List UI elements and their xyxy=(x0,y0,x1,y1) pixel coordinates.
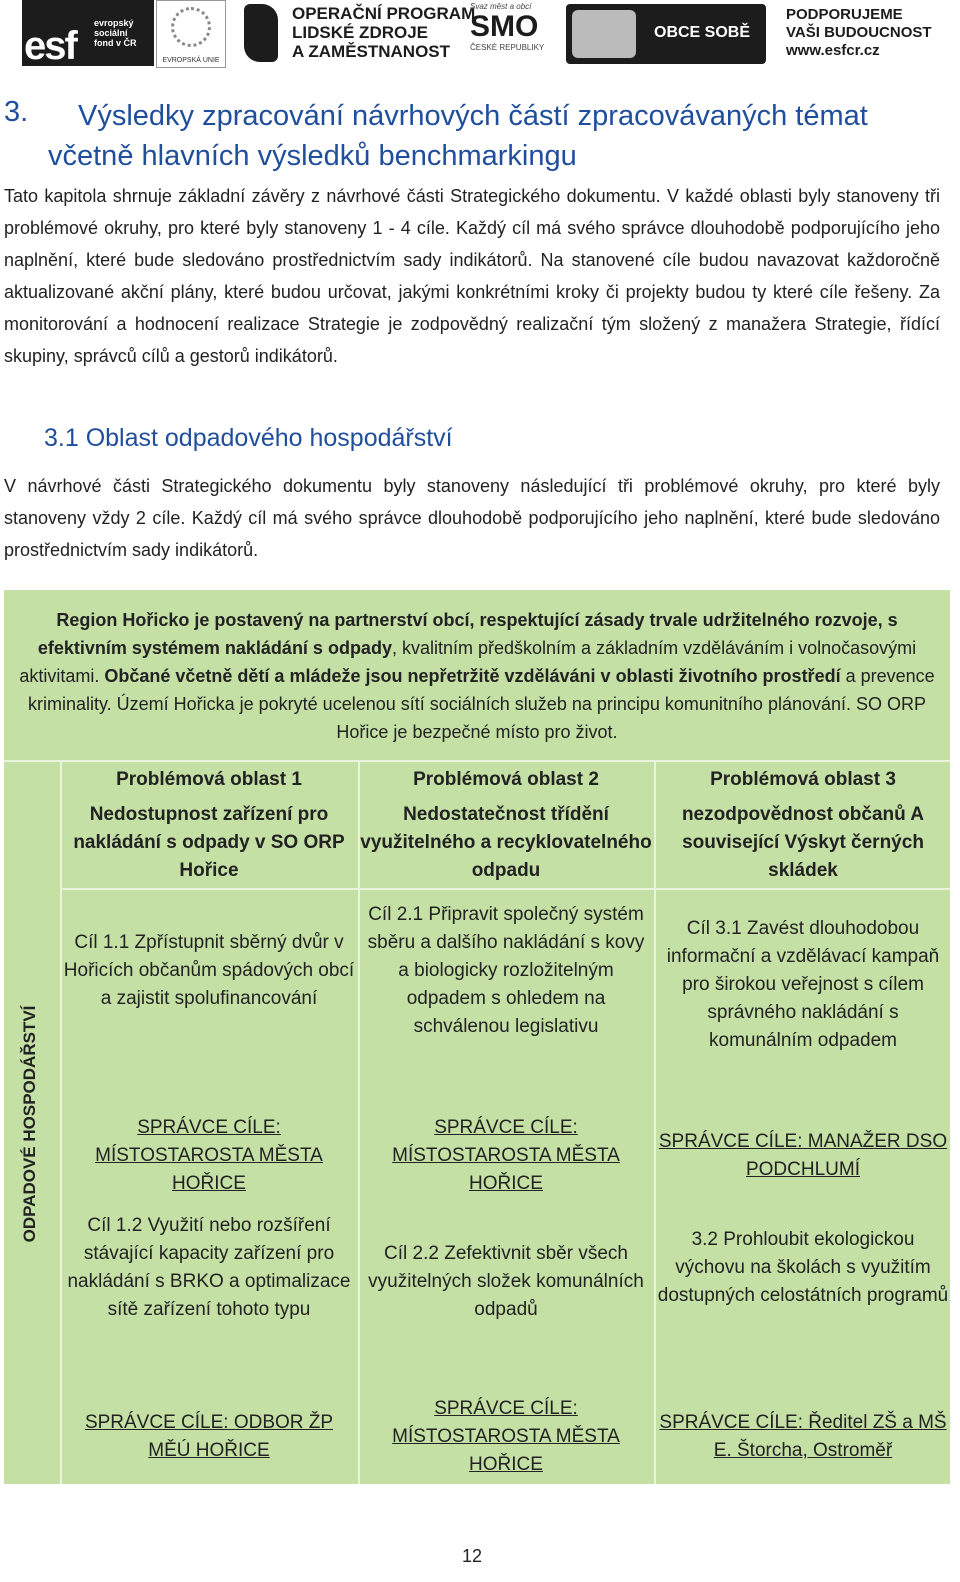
area-1-problem: Nedostupnost zařízení pro nakládání s odpady v SO ORP Hořice xyxy=(73,804,345,881)
page-number: 12 xyxy=(461,1546,483,1566)
goal-3-1: Cíl 3.1 Zavést dlouhodobou informační a vzdělávací kampaň pro širokou veřejnost s cílem správného nakládání s komunálním odpadem xyxy=(666,918,940,1051)
area-2-heading: Problémová oblast 2 xyxy=(413,769,599,790)
section-number: 3. xyxy=(4,96,29,128)
goal-1-2: Cíl 1.2 Využití nebo rozšíření stávající kapacity zařízení pro nakládání s BRKO a optimalizace sítě zařízení tohoto typu xyxy=(67,1215,351,1320)
vision-bold-1: Region Hořicko je postavený na partnerství obcí, respektující zásady trvale udržitelného rozvoje, s efektivním systémem nakládání s odpady xyxy=(37,610,898,658)
puzzle-pieces-icon xyxy=(572,10,636,58)
vision-bold-2: Občané včetně dětí a mládeže jsou nepřetržitě vzděláváni v oblasti životního prostředí xyxy=(104,666,841,686)
goal-2-2: Cíl 2.2 Zefektivnit sběr všech využitelných složek komunálních odpadů xyxy=(368,1243,644,1320)
goal-3-2: 3.2 Prohloubit ekologickou výchovu na školách s využitím dostupných celostátních programů xyxy=(657,1229,949,1306)
section-intro-paragraph: Tato kapitola shrnuje základní závěry z návrhové části Strategického dokumentu. V každé oblasti byly stanoveny tři problémové okruhy, pro které byly stanoveny 1 - 4 cíle. Každý cíl má svého správce dlouhodobě podporujícího jeho naplnění, které bude sledováno prostřednictvím sady indikátorů. Na stanovené cíle budou navazovat každoročně aktualizované akční plány, které budou určovat, jakými konkrétními kroky či projekty budou ty které cíle řešeny. Za monitorování a hodnocení realizace Strategie je zodpovědný realizační tým složený z manažera Strategie, řídící skupiny, správců cílů a gestorů indikátorů. xyxy=(4,186,940,366)
puzzle-piece-icon xyxy=(244,4,278,62)
subsection-title: 3.1 Oblast odpadového hospodářství xyxy=(44,424,453,452)
table-divider xyxy=(4,760,950,762)
section-title: Výsledky zpracování návrhových částí zpracovávaných témat včetně hlavních výsledků benchmarkingu xyxy=(48,100,868,172)
op-lzz-logo: OPERAČNÍ PROGRAM LIDSKÉ ZDROJE A ZAMĚSTNANOST xyxy=(292,4,476,61)
podporujeme-logo: PODPORUJEME VAŠI BUDOUCNOST www.esfcr.cz xyxy=(786,6,932,59)
subsection-intro-paragraph: V návrhové části Strategického dokumentu byly stanoveny následující tři problémové okruhy, pro které byly stanoveny vždy 2 cíle. Každý cíl má svého správce dlouhodobě podporujícího jeho naplnění, které bude sledováno prostřednictvím sady indikátorů. xyxy=(4,476,940,560)
goal-3-1-manager: SPRÁVCE CÍLE: MANAŽER DSO PODCHLUMÍ xyxy=(658,1131,948,1180)
vision-text-1: , kvalitním předškolním a základním vzděláváním i volnočasovými aktivitami. xyxy=(19,638,917,686)
vision-statement xyxy=(4,590,950,760)
vision-text-2: a prevence kriminality. Území Hořicka je pokryté ucelenou sítí sociálních služeb na principu komunitního plánování. SO ORP Hořice je bezpečné místo pro život. xyxy=(27,666,935,742)
eu-flag-logo xyxy=(156,0,226,68)
area-1-heading: Problémová oblast 1 xyxy=(116,769,302,790)
esf-logo xyxy=(22,0,154,66)
goal-2-1: Cíl 2.1 Připravit společný systém sběru a dalšího nakládání s kovy a biologicky rozložitelným odpadem s ohledem na schválenou legislativu xyxy=(367,904,645,1037)
goal-2-2-manager: SPRÁVCE CÍLE: MÍSTOSTAROSTA MĚSTA HOŘICE xyxy=(392,1398,620,1475)
area-3-problem: nezodpovědnost občanů A související Výskyt černých skládek xyxy=(681,804,925,881)
goal-1-1-manager: SPRÁVCE CÍLE: MÍSTOSTAROSTA MĚSTA HOŘICE xyxy=(95,1117,323,1194)
eu-stars-icon xyxy=(171,7,211,47)
smo-logo: Svaz měst a obcí SMO ČESKÉ REPUBLIKY xyxy=(470,2,545,52)
esf-logo-letters: esf xyxy=(24,24,76,68)
logo-banner xyxy=(0,0,960,72)
goal-3-2-manager: SPRÁVCE CÍLE: Ředitel ZŠ a MŠ E. Štorcha, Ostroměř xyxy=(659,1412,947,1461)
eu-caption: EVROPSKÁ UNIE xyxy=(162,57,220,64)
table-side-label: ODPADOVÉ HOSPODÁŘSTVÍ xyxy=(20,1005,39,1243)
esf-logo-text: evropský sociální fond v ČR xyxy=(94,18,137,48)
obce-sobe-logo: OBCE SOBĚ xyxy=(566,4,766,64)
goal-1-1: Cíl 1.1 Zpřístupnit sběrný dvůr v Hořicích občanům spádových obcí a zajistit spolufinancování xyxy=(63,932,355,1009)
goal-2-1-manager: SPRÁVCE CÍLE: MÍSTOSTAROSTA MĚSTA HOŘICE xyxy=(392,1117,620,1194)
area-2-problem: Nedostatečnost třídění využitelného a recyklovatelného odpadu xyxy=(360,804,652,881)
goal-1-2-manager: SPRÁVCE CÍLE: ODBOR ŽP MĚÚ HOŘICE xyxy=(84,1412,334,1461)
table-divider xyxy=(60,888,950,890)
area-3-heading: Problémová oblast 3 xyxy=(710,769,896,790)
